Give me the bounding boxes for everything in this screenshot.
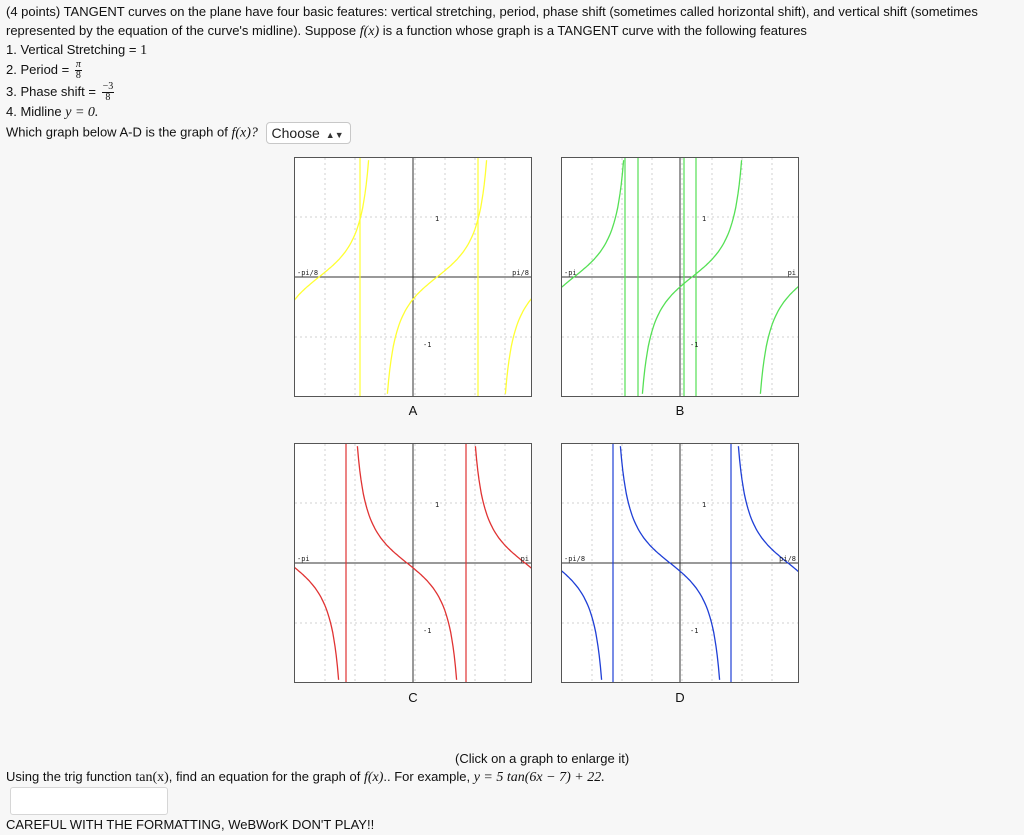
graph-b-plot bbox=[562, 158, 798, 396]
graph-d[interactable] bbox=[561, 443, 799, 683]
x-tick-right: pi/8 bbox=[779, 555, 796, 563]
x-tick-left: -pi/8 bbox=[564, 555, 586, 563]
feature-2 bbox=[6, 60, 82, 81]
x-tick-left: -pi/8 bbox=[297, 269, 319, 277]
feature-1 bbox=[6, 42, 147, 59]
graph-choice-select[interactable] bbox=[266, 122, 351, 144]
graph-d-label: D bbox=[675, 690, 685, 705]
select-arrows-icon: ▲▼ bbox=[325, 130, 344, 140]
graph-c-label: C bbox=[408, 690, 418, 705]
intro-line-1: (4 points) TANGENT curves on the plane have four basic features: vertical stretching, period, phase shift (sometimes called horizontal shift), and vertical shift (sometimes bbox=[6, 4, 978, 19]
feature-3 bbox=[6, 82, 114, 103]
y-tick-bottom: -1 bbox=[423, 627, 432, 635]
feature-3-numerator: −3 bbox=[102, 81, 114, 92]
feature-1-value: 1 bbox=[140, 43, 148, 58]
question-text: Which graph below A-D is the graph of bbox=[6, 124, 228, 140]
y-tick-top: 1 bbox=[435, 215, 440, 223]
intro-line-2 bbox=[6, 23, 807, 40]
question-fx: f(x)? bbox=[231, 125, 258, 141]
y-tick-top: 1 bbox=[435, 501, 440, 509]
feature-3-denominator: 8 bbox=[105, 92, 111, 103]
y-tick-bottom: -1 bbox=[423, 341, 432, 349]
graph-d-plot bbox=[562, 444, 798, 682]
feature-3-label: 3. Phase shift = bbox=[6, 83, 96, 99]
instruction-text-c: .. For example, bbox=[383, 769, 471, 784]
y-tick-bottom: -1 bbox=[690, 627, 699, 635]
warning-text: CAREFUL WITH THE FORMATTING, WeBWorK DON'T PLAY!! bbox=[6, 817, 375, 832]
instruction-text-a: Using the trig function bbox=[6, 769, 132, 784]
instruction-fx: f(x) bbox=[363, 770, 384, 785]
graph-a-plot bbox=[295, 158, 531, 396]
graph-b[interactable] bbox=[561, 157, 799, 397]
graph-c-plot bbox=[295, 444, 531, 682]
instruction-tan: tan(x) bbox=[135, 770, 169, 785]
x-tick-left: -pi bbox=[564, 269, 577, 277]
instruction-line bbox=[6, 769, 605, 786]
intro-fx: f(x) bbox=[359, 24, 380, 39]
question-line bbox=[6, 122, 351, 144]
intro-text-b: is a function whose graph is a TANGENT curve with the following features bbox=[382, 23, 807, 38]
graph-choice-value: Choose bbox=[271, 125, 320, 141]
graph-b-label: B bbox=[675, 403, 685, 418]
y-tick-top: 1 bbox=[702, 215, 707, 223]
feature-4-label: 4. Midline bbox=[6, 104, 62, 119]
feature-3-fraction bbox=[102, 82, 115, 103]
graph-a-label: A bbox=[408, 403, 418, 418]
instruction-text-b: , find an equation for the graph of bbox=[168, 769, 361, 784]
answer-input[interactable] bbox=[10, 787, 168, 815]
intro-text-a: represented by the equation of the curve's midline). Suppose bbox=[6, 23, 357, 38]
feature-1-label: 1. Vertical Stretching = bbox=[6, 42, 137, 57]
feature-4 bbox=[6, 104, 98, 121]
graph-a[interactable] bbox=[294, 157, 532, 397]
x-tick-right: pi/8 bbox=[512, 269, 529, 277]
feature-2-fraction bbox=[75, 60, 82, 81]
x-tick-right: pi bbox=[787, 269, 796, 277]
x-tick-right: pi bbox=[520, 555, 529, 563]
feature-2-label: 2. Period = bbox=[6, 61, 70, 77]
feature-2-denominator: 8 bbox=[75, 70, 81, 81]
graph-c[interactable] bbox=[294, 443, 532, 683]
click-note: (Click on a graph to enlarge it) bbox=[455, 751, 630, 766]
y-tick-bottom: -1 bbox=[690, 341, 699, 349]
feature-4-value: y = 0. bbox=[65, 105, 99, 120]
feature-2-numerator: π bbox=[75, 59, 81, 70]
y-tick-top: 1 bbox=[702, 501, 707, 509]
x-tick-left: -pi bbox=[297, 555, 310, 563]
instruction-example: y = 5 tan(6x − 7) + 22. bbox=[473, 770, 605, 785]
